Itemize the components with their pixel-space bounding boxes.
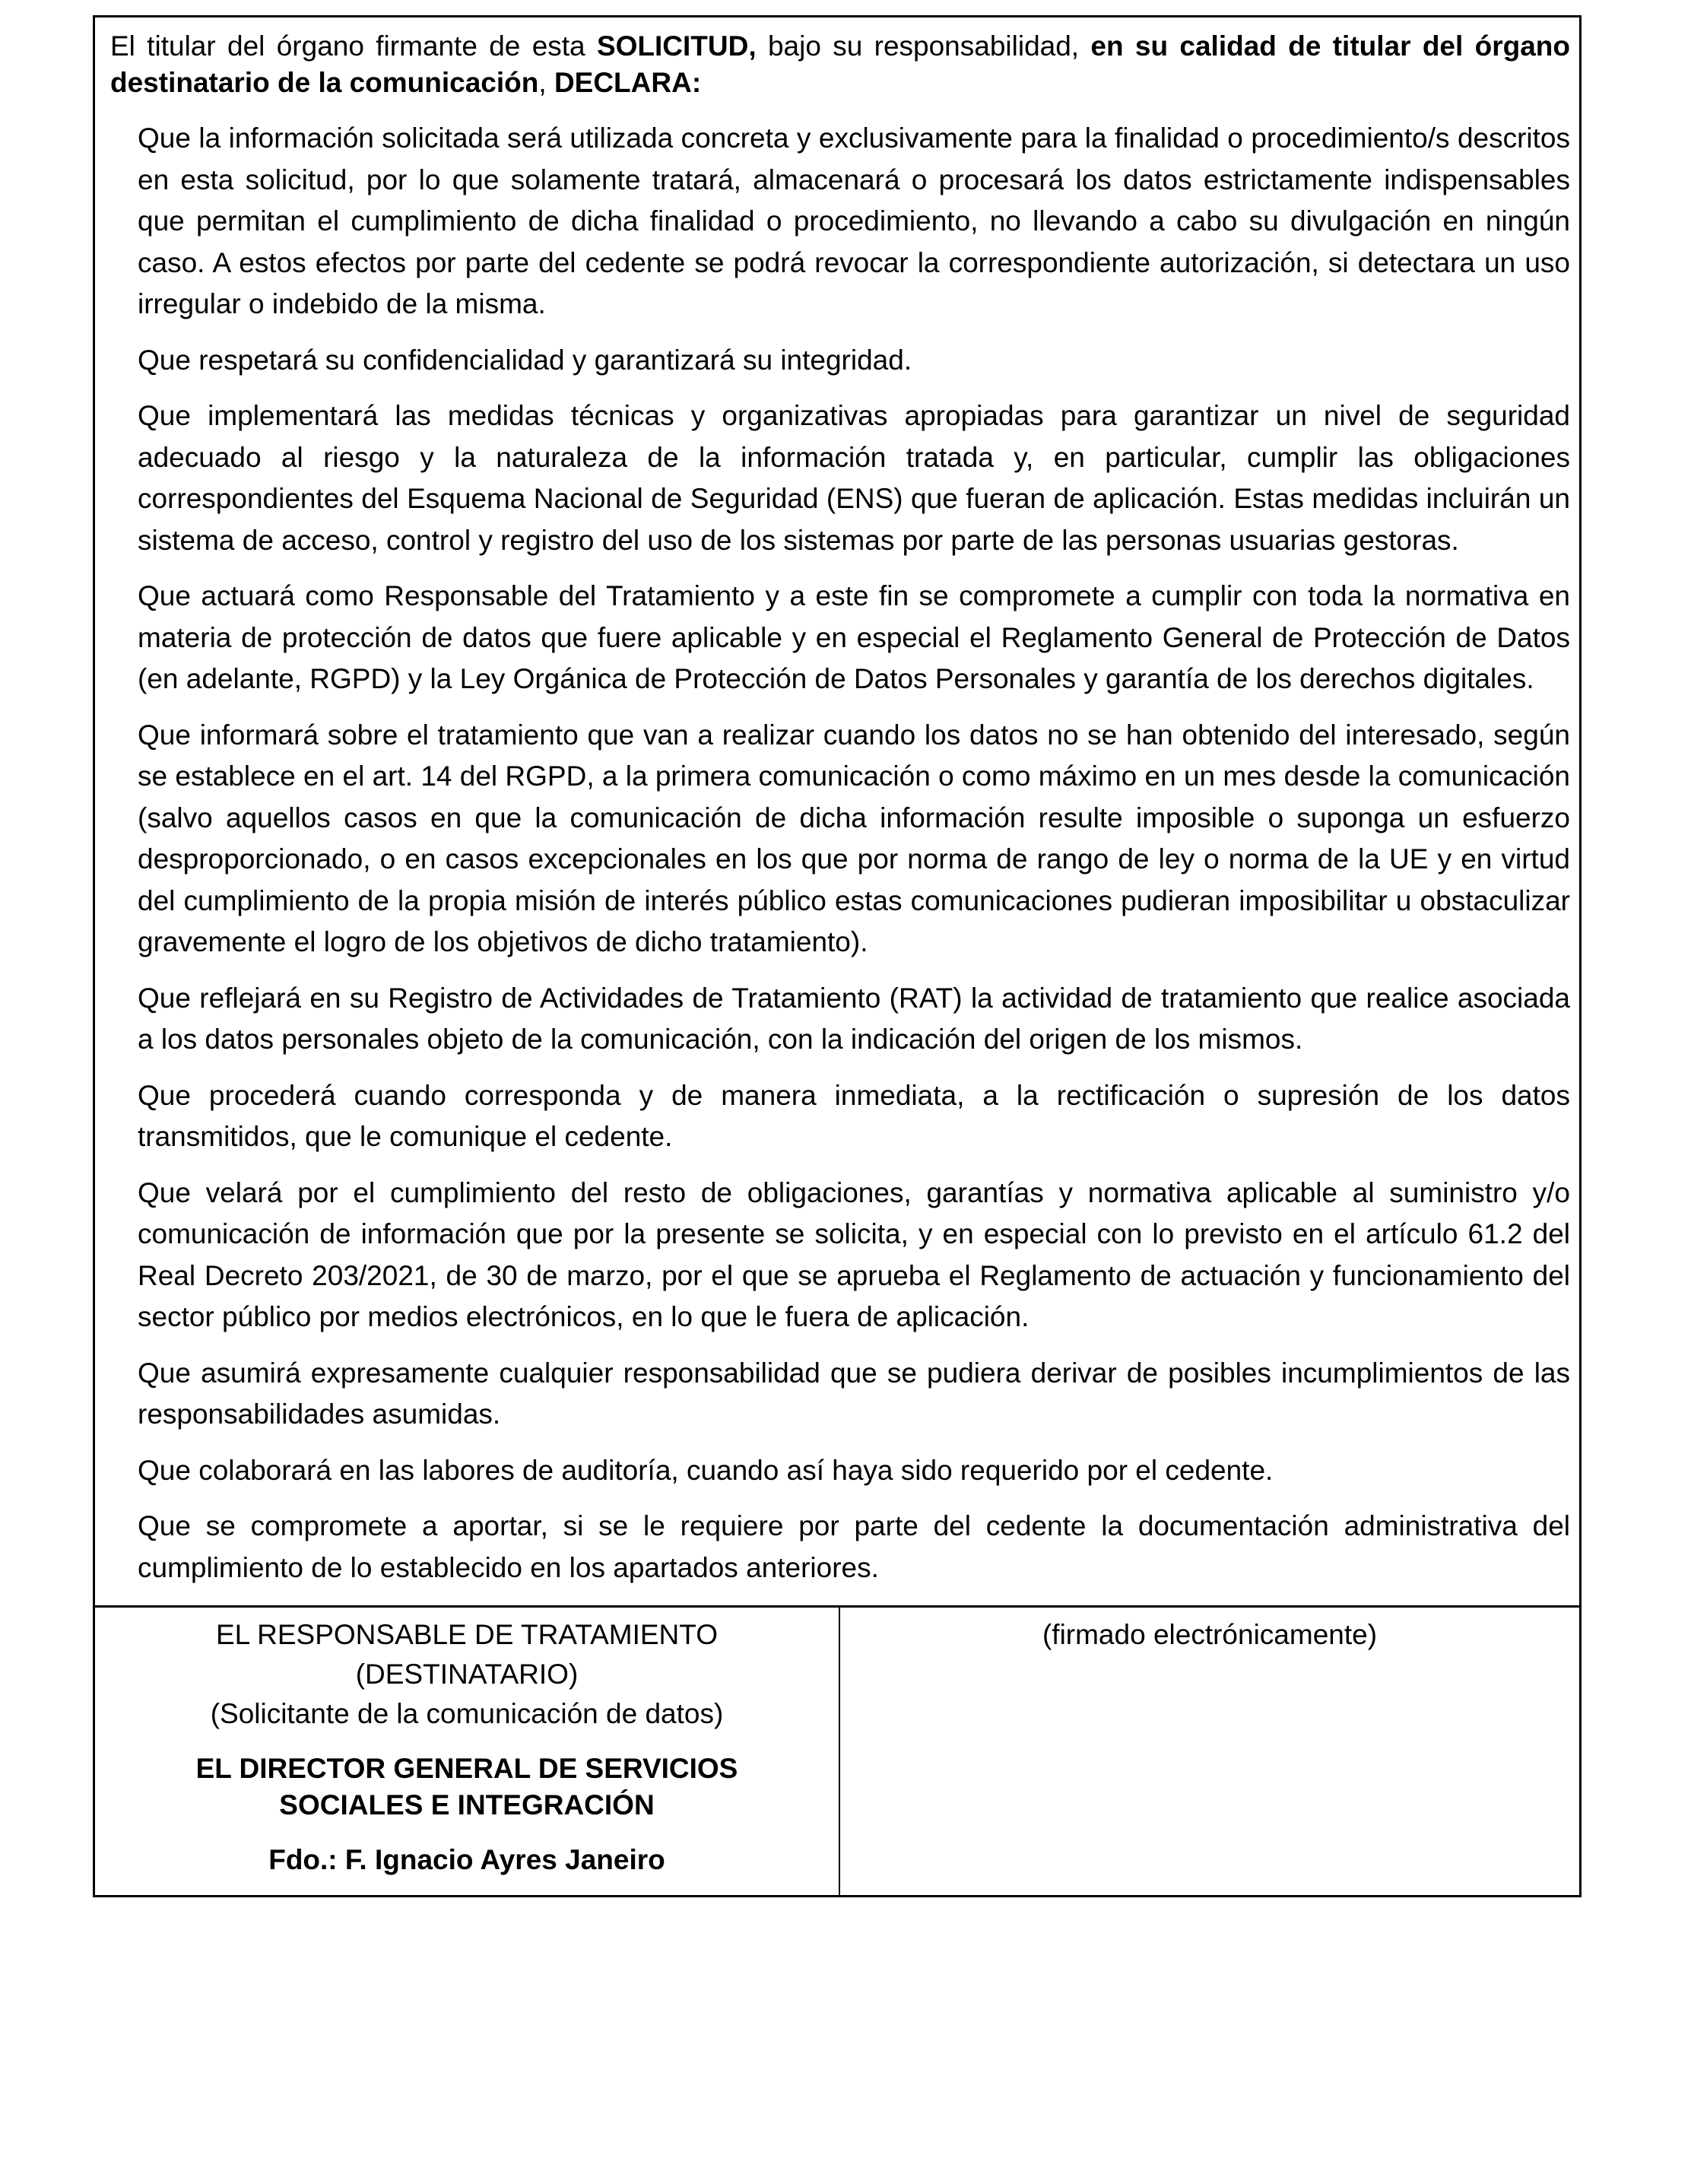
declaration-clause: Que implementará las medidas técnicas y organizativas apropiadas para garantizar un nivel de seguridad adecuado al riesgo y la naturaleza de la información tratada y, en particular, cumplir las obligaciones correspondientes del Esquema Nacional de Seguridad (ENS) que fueran de aplicación. Estas medidas incluirán un sistema de acceso, control y registro del uso de los sistemas por parte de las personas usuarias gestoras. [138,400,1570,556]
declaration-clause: Que reflejará en su Registro de Actividades de Tratamiento (RAT) la actividad de tratamiento que realice asociada a los datos personales objeto de la comunicación, con la indicación del origen de los mismos. [138,982,1570,1055]
declaration-clause: Que actuará como Responsable del Tratamiento y a este fin se compromete a cumplir con toda la normativa en materia de protección de datos que fuere aplicable y en especial el Reglamento General de Protección de Datos (en adelante, RGPD) y la Ley Orgánica de Protección de Datos Personales y garantía de los derechos digitales. [138,580,1570,694]
signatory-role-description: (Solicitante de la comunicación de datos) [210,1698,724,1729]
signatory-title-line-1: EL DIRECTOR GENERAL DE SERVICIOS [195,1753,738,1784]
intro-bold-calidad: en su calidad de titular del órgano destinatario de la comunicación [110,30,1570,98]
signatory-role: EL RESPONSABLE DE TRATAMIENTO [215,1619,718,1650]
declaration-document [93,15,1582,1897]
declaration-clause: Que colaborará en las labores de auditoría, cuando así haya sido requerido por el cedente. [138,1454,1274,1486]
signatory-role-recipient: (DESTINATARIO) [355,1659,579,1690]
intro-text-3: , [538,67,554,98]
declaration-clause: Que procederá cuando corresponda y de manera inmediata, a la rectificación o supresión de los datos transmitidos, que le comunique el cedente. [138,1079,1570,1152]
signatory-title [95,1751,839,1824]
signature-cell [840,1608,1579,1895]
declaration-intro [110,28,1570,101]
declaration-box [93,15,1582,1605]
intro-text-1: El titular del órgano firmante de esta [110,30,597,62]
electronic-signature-note: (firmado electrónicamente) [1042,1619,1378,1650]
declaration-clause: Que se compromete a aportar, si se le requiere por parte del cedente la documentación administrativa del cumplimiento de lo establecido en los apartados anteriores. [138,1510,1570,1583]
intro-bold-declara: DECLARA: [554,67,702,98]
declaration-clause: Que respetará su confidencialidad y garantizará su integridad. [138,344,912,376]
signatory-name: Fdo.: F. Ignacio Ayres Janeiro [268,1844,665,1875]
declaration-clause: Que velará por el cumplimiento del resto de obligaciones, garantías y normativa aplicable al suministro y/o comunicación de información que por la presente se solicita, y en especial con lo previsto en el artículo 61.2 del Real Decreto 203/2021, de 30 de marzo, por el que se aprueba el Reglamento de actuación y funcionamiento del sector público por medios electrónicos, en lo que le fuera de aplicación. [138,1176,1570,1332]
intro-bold-solicitud: SOLICITUD, [596,30,757,62]
signatory-title-line-2: SOCIALES E INTEGRACIÓN [279,1789,655,1821]
declaration-clause: Que la información solicitada será utilizada concreta y exclusivamente para la finalidad o procedimiento/s descritos en esta solicitud, por lo que solamente tratará, almacenará o procesará los datos estrictamente indispensables que permitan el cumplimiento de dicha finalidad o procedimiento, no llevando a cabo su divulgación en ningún caso. A estos efectos por parte del cedente se podrá revocar la correspondiente autorización, si detectara un uso irregular o indebido de la misma. [138,122,1570,319]
intro-text-2: bajo su responsabilidad, [756,30,1091,62]
declaration-clause: Que asumirá expresamente cualquier responsabilidad que se pudiera derivar de posibles incumplimientos de las responsabilidades asumidas. [138,1357,1570,1430]
declaration-clause: Que informará sobre el tratamiento que van a realizar cuando los datos no se han obtenido del interesado, según se establece en el art. 14 del RGPD, a la primera comunicación o como máximo en un mes desde la comunicación (salvo aquellos casos en que la comunicación de dicha información resulte imposible o suponga un esfuerzo desproporcionado, o en casos excepcionales en los que por norma de rango de ley o norma de la UE y en virtud del cumplimiento de la propia misión de interés público estas comunicaciones pudieran imposibilitar u obstaculizar gravemente el logro de los objetivos de dicho tratamiento). [138,719,1570,957]
signatory-cell [95,1608,840,1895]
signature-table [93,1605,1582,1897]
